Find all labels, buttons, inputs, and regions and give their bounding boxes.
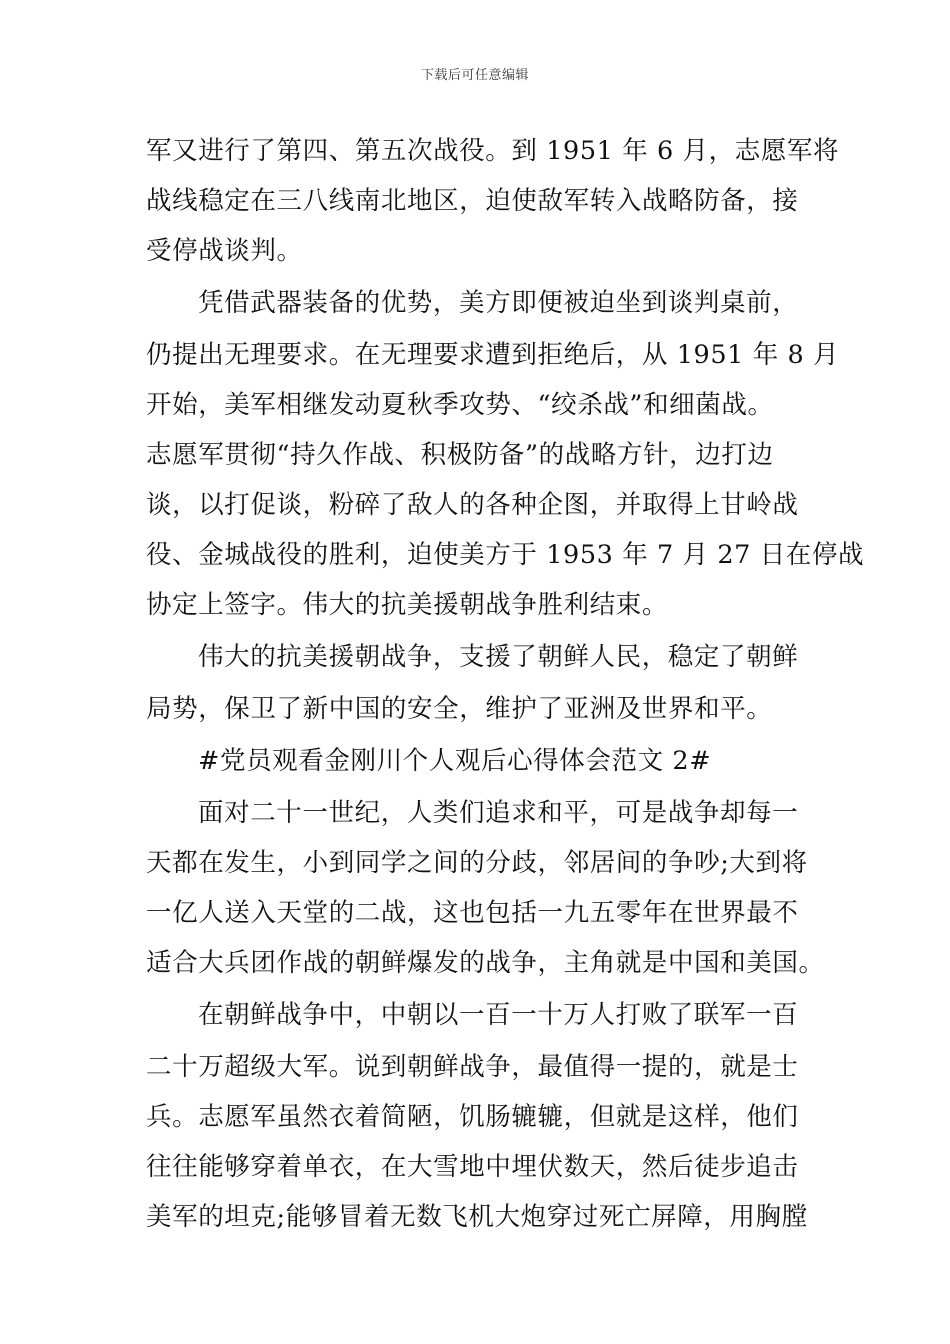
text-line: 天都在发生，小到同学之间的分歧，邻居间的争吵;大到将 [146,848,808,878]
text-line: 一亿人送入天堂的二战，这也包括一九五零年在世界最不 [146,898,799,928]
text-line: 战线稳定在三八线南北地区，迫使敌军转入战略防备，接 [146,186,799,216]
text-line: 适合大兵团作战的朝鲜爆发的战争，主角就是中国和美国。 [146,948,825,978]
text-line: 局势，保卫了新中国的安全，维护了亚洲及世界和平。 [146,694,773,724]
section-heading: #党员观看金刚川个人观后心得体会范文 2# [198,746,712,776]
text-line: 谈，以打促谈，粉碎了敌人的各种企图，并取得上甘岭战 [146,490,799,520]
text-line: 协定上签字。伟大的抗美援朝战争胜利结束。 [146,590,669,620]
paragraph-start-line: 伟大的抗美援朝战争，支援了朝鲜人民，稳定了朝鲜 [198,642,799,672]
text-line: 役、金城战役的胜利，迫使美方于 1953 年 7 月 27 日在停战 [146,540,865,570]
text-line: 仍提出无理要求。在无理要求遭到拒绝后，从 1951 年 8 月 [146,340,840,370]
text-line: 往往能够穿着单衣，在大雪地中埋伏数天，然后徒步追击 [146,1152,799,1182]
page-header: 下载后可任意编辑 [420,68,529,83]
document-body [146,126,865,1242]
text-line: 志愿军贯彻“持久作战、积极防备”的战略方针，边打边 [146,440,774,470]
text-line: 美军的坦克;能够冒着无数飞机大炮穿过死亡屏障，用胸膛 [146,1202,808,1232]
text-line: 受停战谈判。 [146,236,303,266]
text-line: 二十万超级大军。说到朝鲜战争，最值得一提的，就是士 [146,1052,799,1082]
text-line: 兵。志愿军虽然衣着简陋，饥肠辘辘，但就是这样，他们 [146,1102,799,1132]
text-line: 开始，美军相继发动夏秋季攻势、“绞杀战”和细菌战。 [146,390,774,420]
text-line: 军又进行了第四、第五次战役。到 1951 年 6 月，志愿军将 [146,136,840,166]
paragraph-start-line: 在朝鲜战争中，中朝以一百一十万人打败了联军一百 [198,1000,799,1030]
paragraph-start-line: 凭借武器装备的优势，美方即便被迫坐到谈判桌前， [198,288,799,318]
paragraph-start-line: 面对二十一世纪，人类们追求和平，可是战争却每一 [198,798,799,828]
